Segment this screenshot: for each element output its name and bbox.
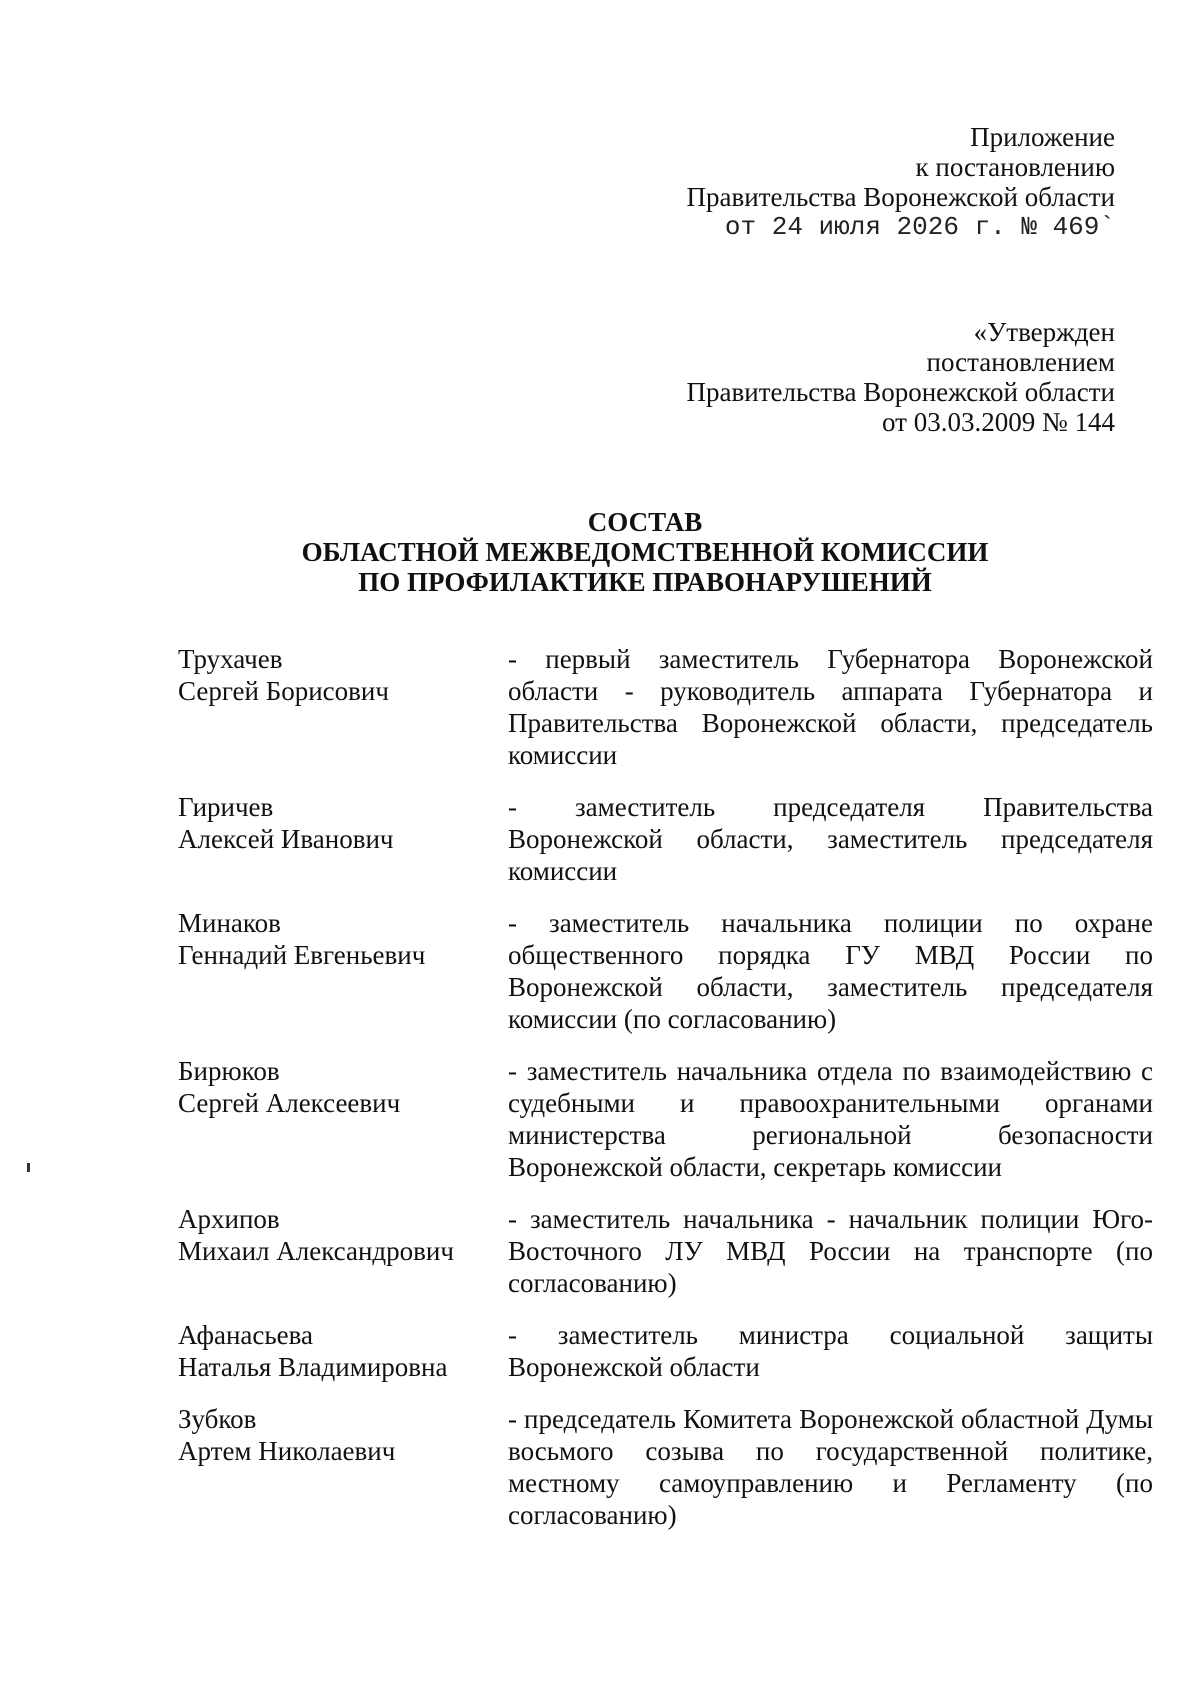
annex-authority: Правительства Воронежской области [686, 182, 1115, 212]
scan-speck [27, 1163, 30, 1172]
member-role: - заместитель председателя Правительства Воронежской области, заместитель председателя комиссии [508, 792, 1153, 886]
member-row [178, 1403, 1153, 1531]
annex-date-number: от 24 июля 2026 г. № 469` [724, 212, 1115, 242]
member-surname: Гиричев [178, 792, 274, 822]
member-surname: Афанасьева [178, 1320, 314, 1350]
member-surname: Минаков [178, 908, 281, 938]
approval-label: «Утвержден [973, 317, 1115, 347]
approval-date-number: от 03.03.2009 № 144 [882, 407, 1115, 437]
approval-reference: постановлением [926, 347, 1115, 377]
member-row [178, 1319, 1153, 1383]
annex-label: Приложение [970, 122, 1115, 152]
document-title [0, 507, 1200, 597]
member-role: - заместитель министра социальной защиты Воронежской области [508, 1320, 1153, 1382]
member-given-names: Артем Николаевич [178, 1436, 396, 1466]
member-given-names: Геннадий Евгеньевич [178, 940, 426, 970]
member-role: - заместитель начальника отдела по взаимодействию с судебными и правоохранительными органами министерства региональной безопасности Воронежской области, секретарь комиссии [508, 1056, 1153, 1182]
member-given-names: Сергей Борисович [178, 676, 389, 706]
member-name [178, 791, 508, 887]
annex-header [687, 122, 1115, 242]
approval-authority: Правительства Воронежской области [686, 377, 1115, 407]
commission-members-list [178, 643, 1153, 1551]
title-line-2: ОБЛАСТНОЙ МЕЖВЕДОМСТВЕННОЙ КОМИССИИ [301, 537, 989, 567]
member-given-names: Сергей Алексеевич [178, 1088, 401, 1118]
member-row [178, 791, 1153, 887]
member-name [178, 643, 508, 771]
member-name [178, 1403, 508, 1531]
member-surname: Архипов [178, 1204, 280, 1234]
member-role: - председатель Комитета Воронежской областной Думы восьмого созыва по государственной политике, местному самоуправлению и Регламенту (по согласованию) [508, 1404, 1153, 1530]
member-row [178, 1203, 1153, 1299]
annex-reference: к постановлению [915, 152, 1115, 182]
member-name [178, 1319, 508, 1383]
member-name [178, 1055, 508, 1183]
member-row [178, 907, 1153, 1035]
title-line-1: СОСТАВ [587, 507, 703, 537]
member-row [178, 643, 1153, 771]
member-given-names: Алексей Иванович [178, 824, 394, 854]
member-surname: Зубков [178, 1404, 257, 1434]
member-surname: Трухачев [178, 644, 283, 674]
member-surname: Бирюков [178, 1056, 280, 1086]
approval-header [687, 317, 1115, 437]
member-name [178, 907, 508, 1035]
member-given-names: Михаил Александрович [178, 1236, 454, 1266]
member-role: - первый заместитель Губернатора Воронежской области - руководитель аппарата Губернатора и Правительства Воронежской области, председатель комиссии [508, 644, 1153, 770]
member-role: - заместитель начальника - начальник полиции Юго-Восточного ЛУ МВД России на транспорте (по согласованию) [508, 1204, 1153, 1298]
member-row [178, 1055, 1153, 1183]
member-role: - заместитель начальника полиции по охране общественного порядка ГУ МВД России по Воронежской области, заместитель председателя комиссии (по согласованию) [508, 908, 1153, 1034]
member-name [178, 1203, 508, 1299]
member-given-names: Наталья Владимировна [178, 1352, 448, 1382]
title-line-3: ПО ПРОФИЛАКТИКЕ ПРАВОНАРУШЕНИЙ [358, 567, 932, 597]
